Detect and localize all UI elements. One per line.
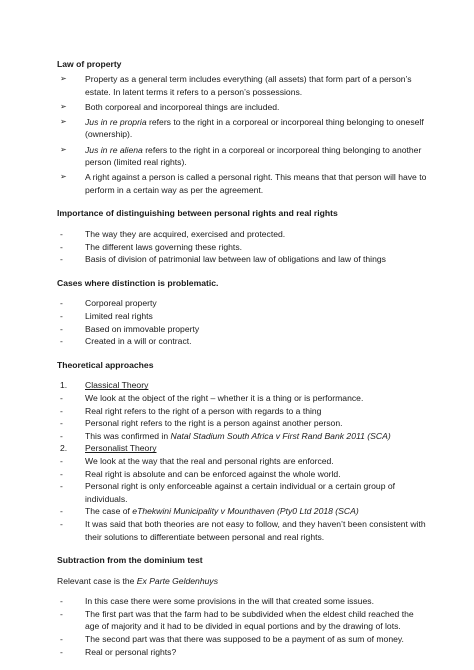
list-item: - The first part was that the farm had to be subdivided when the eldest child reached the age of majority and it had to be divided in equal portions and by the drawing of lots.: [60, 608, 414, 632]
theoretical-list: [57, 379, 427, 543]
list-item: - Based on immovable property: [60, 323, 200, 334]
list-item: - Corporeal property: [60, 298, 157, 309]
list-item: - Created in a will or contract.: [60, 336, 192, 347]
importance-list: [57, 228, 427, 266]
list-item: - The second part was that there was supposed to be a payment of as sum of money.: [60, 634, 404, 645]
heading-cases: Cases where distinction is problematic.: [57, 277, 219, 288]
subtraction-list: [57, 595, 427, 658]
list-item: ➢ Property as a general term includes everything (all assets) that form part of a person’s estate. In latent terms it refers to a person’s possessions.: [60, 74, 412, 97]
list-item: - The different laws governing these rights.: [60, 241, 243, 252]
list-item: - Limited real rights: [60, 311, 153, 321]
arrow-bullet-icon: ➢: [60, 116, 67, 126]
list-item: - The case of eThekwini Municipality v Mounthaven (Pty0 Ltd 2018 (SCA): [60, 506, 359, 517]
numbered-item-personalist: 2. Personalist Theory: [60, 443, 157, 454]
list-item: ➢ Both corporeal and incorporeal things are included.: [60, 101, 280, 112]
numbered-item-classical: 1. Classical Theory: [60, 380, 149, 391]
list-item: - Personal right refers to the right is a person against another person.: [60, 418, 343, 429]
list-item: - Real or personal rights?: [60, 646, 177, 657]
list-item: - This was confirmed in Natal Stadium South Africa v First Rand Bank 2011 (SCA): [60, 430, 391, 441]
arrow-bullet-icon: ➢: [60, 74, 67, 84]
document-body: [57, 58, 427, 658]
list-item: - The way they are acquired, exercised and protected.: [60, 229, 286, 240]
heading-subtraction: Subtraction from the dominium test: [57, 555, 203, 566]
list-item: - Real right refers to the right of a person with regards to a thing: [60, 405, 322, 416]
list-item: ➢ A right against a person is called a personal right. This means that that person will have to perform in a certain way as per the agreement.: [60, 172, 427, 195]
heading-importance: Importance of distinguishing between personal rights and real rights: [57, 208, 338, 219]
arrow-bullet-icon: ➢: [60, 172, 67, 182]
heading-law-of-property: Law of property: [57, 59, 122, 69]
list-item: - Real right is absolute and can be enforced against the whole world.: [60, 468, 341, 479]
law-bullet-list: [57, 73, 427, 196]
relevant-case-line: Relevant case is the Ex Parte Geldenhuys: [57, 575, 218, 586]
list-item: - We look at the way that the real and personal rights are enforced.: [60, 455, 334, 466]
list-item: - We look at the object of the right – whether it is a thing or is performance.: [60, 392, 364, 403]
arrow-bullet-icon: ➢: [60, 144, 67, 154]
arrow-bullet-icon: ➢: [60, 101, 67, 111]
list-item: ➢ Jus in re propria refers to the right in a corporeal or incorporeal thing belonging to oneself (ownership).: [60, 116, 424, 140]
list-item: ➢ Jus in re aliena refers to the right in a corporeal or incorporeal thing belonging to another person (limited real rights).: [60, 144, 422, 168]
cases-list: [57, 297, 427, 347]
heading-theoretical: Theoretical approaches: [57, 359, 154, 370]
list-item: - It was said that both theories are not easy to follow, and they haven’t been consistent with their solutions to differentiate between personal and real rights.: [60, 518, 426, 542]
list-item: - Basis of division of patrimonial law between law of obligations and law of things: [60, 254, 386, 265]
list-item: - Personal right is only enforceable against a certain individual or a certain group of individuals.: [60, 481, 396, 504]
list-item: - In this case there were some provisions in the will that created some issues.: [60, 596, 374, 607]
